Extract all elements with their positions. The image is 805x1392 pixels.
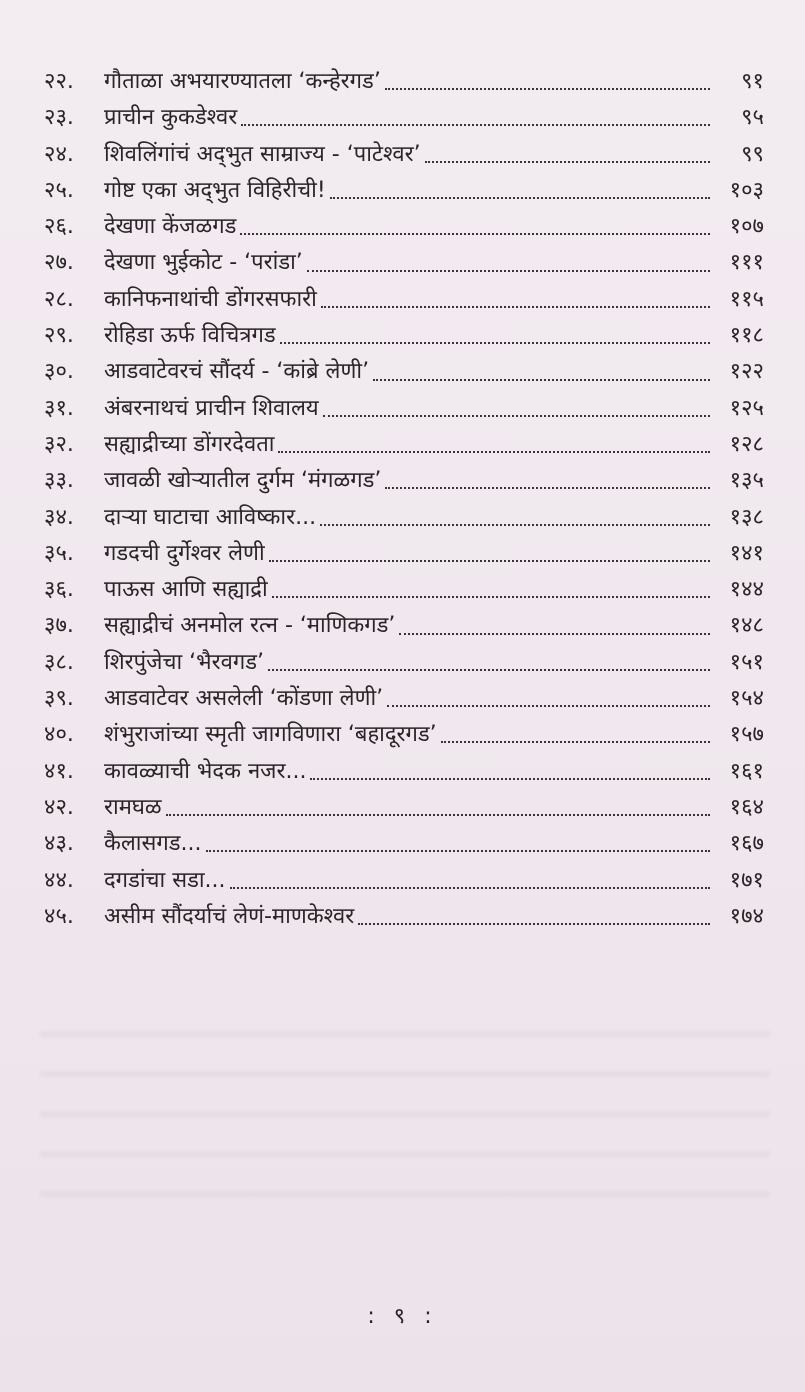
entry-page-number: १५१	[729, 649, 764, 675]
entry-page-number: १६७	[729, 831, 764, 857]
entry-number: ३९.	[44, 686, 74, 712]
dot-leader	[206, 850, 710, 852]
entry-number: ३७.	[44, 613, 74, 639]
dot-leader	[166, 814, 710, 816]
entry-page-number: १४१	[729, 540, 764, 566]
entry-title: शिवलिंगांचं अद्‌भुत साम्राज्य - ‘पाटेश्वर’	[104, 141, 421, 167]
dot-leader	[240, 233, 710, 235]
toc-entry	[44, 463, 764, 499]
entry-page-number: १४४	[729, 577, 764, 603]
entry-page-number: १४८	[729, 613, 764, 639]
entry-title: गौताळा अभयारण्यातला ‘कन्हेरगड’	[104, 69, 381, 94]
dot-leader	[373, 379, 710, 381]
bleed-through-text	[40, 1010, 770, 1230]
entry-page-number: १०७	[729, 214, 764, 240]
entry-title: कानिफनाथांची डोंगरसफारी	[104, 286, 317, 312]
entry-page-number: ९५	[741, 105, 764, 131]
dot-leader	[321, 306, 710, 308]
entry-number: ४४.	[44, 867, 74, 893]
entry-title: आडवाटेवर असलेली ‘कोंडणा लेणी’	[104, 686, 384, 712]
toc-entry	[44, 572, 764, 608]
toc-entry	[44, 790, 764, 826]
entry-number: २६.	[44, 214, 74, 240]
entry-title: देखणा भुईकोट - ‘परांडा’	[104, 250, 303, 276]
dot-leader	[387, 705, 710, 707]
toc-entry	[44, 64, 764, 100]
toc-entry	[44, 608, 764, 644]
entry-page-number: १२२	[729, 359, 764, 385]
entry-title: शंभुराजांच्या स्मृती जागविणारा ‘बहादूरगड’	[104, 722, 437, 748]
toc-entry	[44, 645, 764, 681]
entry-number: २७.	[44, 250, 74, 276]
dot-leader	[307, 270, 710, 272]
entry-page-number: ९१	[741, 69, 764, 94]
dot-leader	[385, 88, 710, 90]
entry-number: २८.	[44, 286, 74, 312]
entry-number: ४५.	[44, 903, 74, 929]
entry-number: ३४.	[44, 504, 74, 530]
toc-entry	[44, 173, 764, 209]
dot-leader	[269, 560, 710, 562]
entry-number: ३५.	[44, 540, 74, 566]
entry-page-number: १११	[729, 250, 764, 276]
entry-title: दाऱ्या घाटाचा आविष्कार...	[104, 504, 317, 530]
entry-title: आडवाटेवरचं सौंदर्य - ‘कांब्रे लेणी’	[104, 359, 370, 385]
entry-title: गोष्ट एका अद्‌भुत विहिरीची!	[104, 177, 326, 203]
entry-number: ३६.	[44, 577, 74, 603]
toc-entry	[44, 282, 764, 318]
entry-number: २९.	[44, 323, 74, 349]
entry-page-number: १७४	[729, 903, 764, 929]
entry-page-number: ११५	[729, 286, 764, 312]
entry-page-number: ११८	[729, 323, 764, 349]
dot-leader	[230, 887, 710, 889]
entry-title: शिरपुंजेचा ‘भैरवगड’	[104, 649, 264, 675]
entry-number: २४.	[44, 141, 74, 167]
entry-number: ३१.	[44, 395, 74, 421]
entry-number: ४२.	[44, 794, 74, 820]
toc-entry	[44, 500, 764, 536]
toc-entry	[44, 209, 764, 245]
page-number: : ९ :	[367, 1304, 438, 1329]
dot-leader	[385, 487, 710, 489]
toc-entry	[44, 391, 764, 427]
toc-entry	[44, 137, 764, 173]
entry-page-number: १२५	[729, 395, 764, 421]
entry-number: ४१.	[44, 758, 74, 784]
entry-number: ४०.	[44, 722, 74, 748]
entry-title: दगडांचा सडा...	[104, 867, 226, 893]
dot-leader	[280, 342, 710, 344]
dot-leader	[399, 633, 710, 635]
entry-title: अंबरनाथचं प्राचीन शिवालय	[104, 395, 319, 421]
entry-title: असीम सौंदर्याचं लेणं-माणकेश्वर	[104, 903, 355, 929]
entry-title: सह्याद्रीचं अनमोल रत्न - ‘माणिकगड’	[104, 613, 396, 639]
entry-number: ३२.	[44, 431, 74, 457]
toc-entry	[44, 100, 764, 136]
toc-entry	[44, 899, 764, 935]
dot-leader	[425, 161, 710, 163]
dot-leader	[278, 451, 710, 453]
entry-page-number: १७१	[729, 867, 764, 893]
entry-title: जावळी खोऱ्यातील दुर्गम ‘मंगळगड’	[104, 468, 382, 494]
entry-page-number: १५४	[729, 686, 764, 712]
entry-page-number: १६१	[729, 758, 764, 784]
entry-title: पाऊस आणि सह्याद्री	[104, 577, 268, 603]
dot-leader	[268, 669, 710, 671]
entry-number: ३८.	[44, 649, 74, 675]
toc-entry	[44, 245, 764, 281]
table-of-contents	[44, 64, 764, 935]
entry-page-number: १३५	[729, 468, 764, 494]
dot-leader	[320, 524, 710, 526]
entry-page-number: १६४	[729, 794, 764, 820]
entry-number: ३०.	[44, 359, 74, 385]
toc-entry	[44, 536, 764, 572]
toc-entry	[44, 717, 764, 753]
entry-page-number: १२८	[729, 431, 764, 457]
entry-title: कैलासगड...	[104, 831, 202, 857]
entry-title: प्राचीन कुकडेश्वर	[104, 105, 238, 131]
toc-entry	[44, 427, 764, 463]
dot-leader	[241, 124, 710, 126]
entry-page-number: ९९	[741, 141, 764, 167]
entry-title: रामघळ	[104, 794, 162, 820]
dot-leader	[330, 197, 710, 199]
toc-entry	[44, 681, 764, 717]
entry-title: सह्याद्रीच्या डोंगरदेवता	[104, 431, 275, 457]
entry-number: २५.	[44, 177, 74, 203]
entry-number: २२.	[44, 69, 74, 94]
dot-leader	[272, 596, 710, 598]
entry-title: देखणा केंजळगड	[104, 214, 237, 240]
entry-title: रोहिडा ऊर्फ विचित्रगड	[104, 323, 276, 349]
entry-title: गडदची दुर्गेश्वर लेणी	[104, 540, 265, 566]
entry-page-number: १५७	[729, 722, 764, 748]
dot-leader	[358, 923, 710, 925]
entry-page-number: १०३	[729, 177, 764, 203]
toc-entry	[44, 826, 764, 862]
entry-number: ४३.	[44, 831, 74, 857]
dot-leader	[441, 741, 710, 743]
toc-entry	[44, 754, 764, 790]
dot-leader	[310, 778, 710, 780]
entry-title: कावळ्याची भेदक नजर...	[104, 758, 307, 784]
entry-page-number: १३८	[729, 504, 764, 530]
toc-entry	[44, 318, 764, 354]
toc-entry	[44, 354, 764, 390]
dot-leader	[323, 415, 710, 417]
entry-number: ३३.	[44, 468, 74, 494]
toc-entry	[44, 863, 764, 899]
entry-number: २३.	[44, 105, 74, 131]
